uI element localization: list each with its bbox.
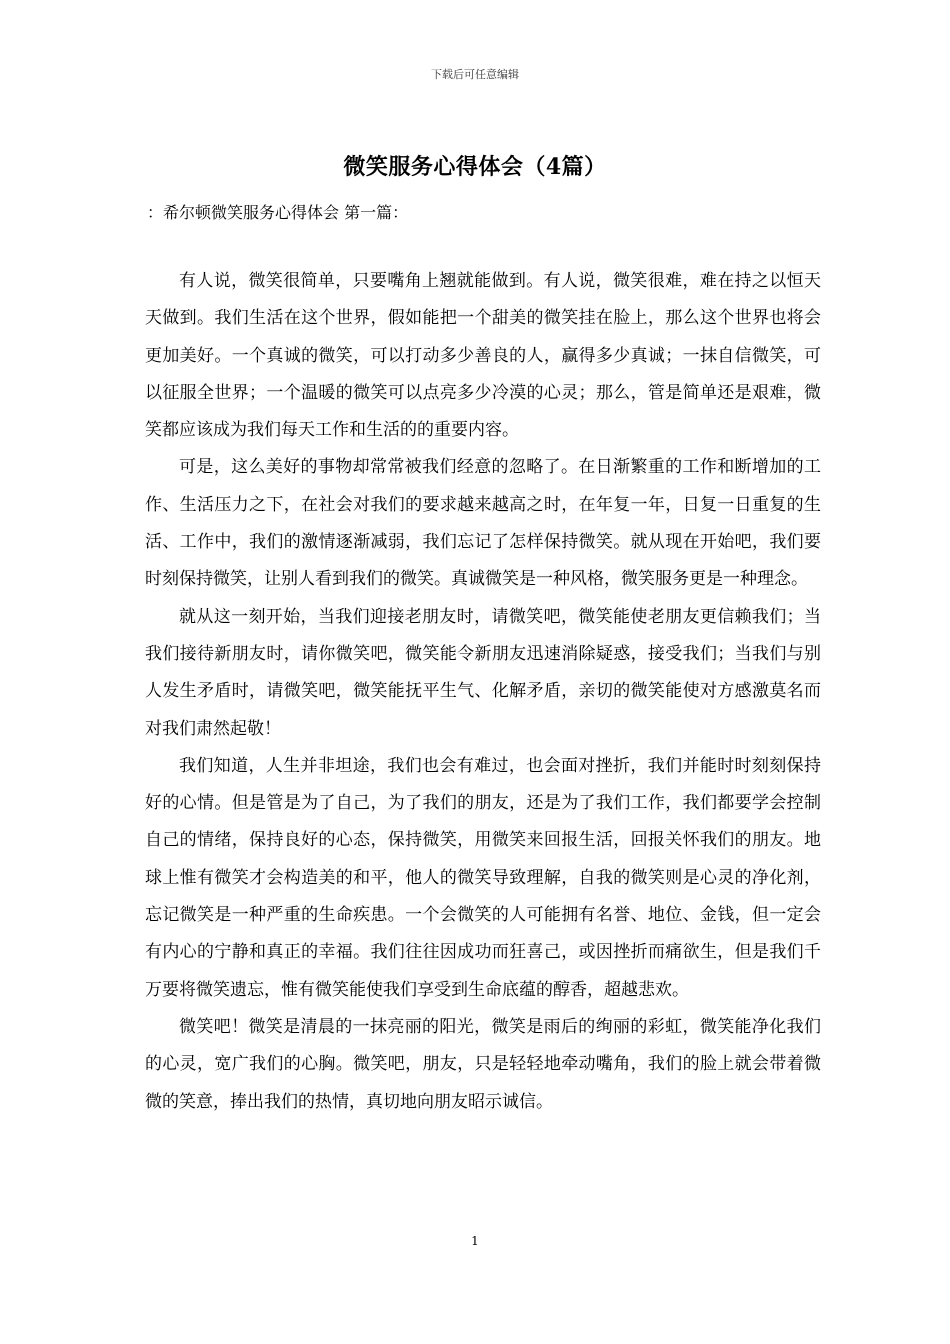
header-note: 下载后可任意编辑 [431, 68, 519, 81]
document-body [145, 263, 821, 1121]
paragraph-2: 可是，这么美好的事物却常常被我们经意的忽略了。在日渐繁重的工作和断增加的工作、生活压力之下，在社会对我们的要求越来越高之时，在年复一年，日复一日重复的生活、工作中，我们的激情逐渐减弱，我们忘记了怎样保持微笑。就从现在开始吧，我们要时刻保持微笑，让别人看到我们的微笑。真诚微笑是一种风格，微笑服务更是一种理念。 [145, 457, 821, 590]
paragraph-1: 有人说，微笑很简单，只要嘴角上翘就能做到。有人说，微笑很难，难在持之以恒天天做到。我们生活在这个世界，假如能把一个甜美的微笑挂在脸上，那么这个世界也将会更加美好。一个真诚的微笑，可以打动多少善良的人，赢得多少真诚；一抹自信微笑，可以征服全世界；一个温暖的微笑可以点亮多少冷漠的心灵；那么，管是简单还是艰难，微笑都应该成为我们每天工作和生活的的重要内容。 [145, 271, 821, 441]
document-title: 微笑服务心得体会（4篇） [343, 154, 607, 180]
paragraph-5: 微笑吧！微笑是清晨的一抹亮丽的阳光，微笑是雨后的绚丽的彩虹，微笑能净化我们的心灵，宽广我们的心胸。微笑吧，朋友，只是轻轻地牵动嘴角，我们的脸上就会带着微微的笑意，捧出我们的热情，真切地向朋友昭示诚信。 [145, 1016, 821, 1112]
paragraph-4: 我们知道，人生并非坦途，我们也会有难过，也会面对挫折，我们并能时时刻刻保持好的心情。但是管是为了自己，为了我们的朋友，还是为了我们工作，我们都要学会控制自己的情绪，保持良好的心态，保持微笑，用微笑来回报生活，回报关怀我们的朋友。地球上惟有微笑才会构造美的和平，他人的微笑导致理解，自我的微笑则是心灵的净化剂，忘记微笑是一种严重的生命疾患。一个会微笑的人可能拥有名誉、地位、金钱，但一定会有内心的宁静和真正的幸福。我们往往因成功而狂喜己，或因挫折而痛欲生，但是我们千万要将微笑遗忘，惟有微笑能使我们享受到生命底蕴的醇香，超越悲欢。 [145, 755, 821, 1000]
paragraph-3: 就从这一刻开始，当我们迎接老朋友时，请微笑吧，微笑能使老朋友更信赖我们；当我们接待新朋友时，请你微笑吧，微笑能令新朋友迅速消除疑惑，接受我们；当我们与别人发生矛盾时，请微笑吧，微笑能抚平生气、化解矛盾，亲切的微笑能使对方感激莫名而对我们肃然起敬！ [145, 606, 821, 739]
document-subtitle: ：希尔顿微笑服务心得体会 第一篇： [147, 203, 409, 222]
page-number: 1 [471, 1234, 479, 1248]
